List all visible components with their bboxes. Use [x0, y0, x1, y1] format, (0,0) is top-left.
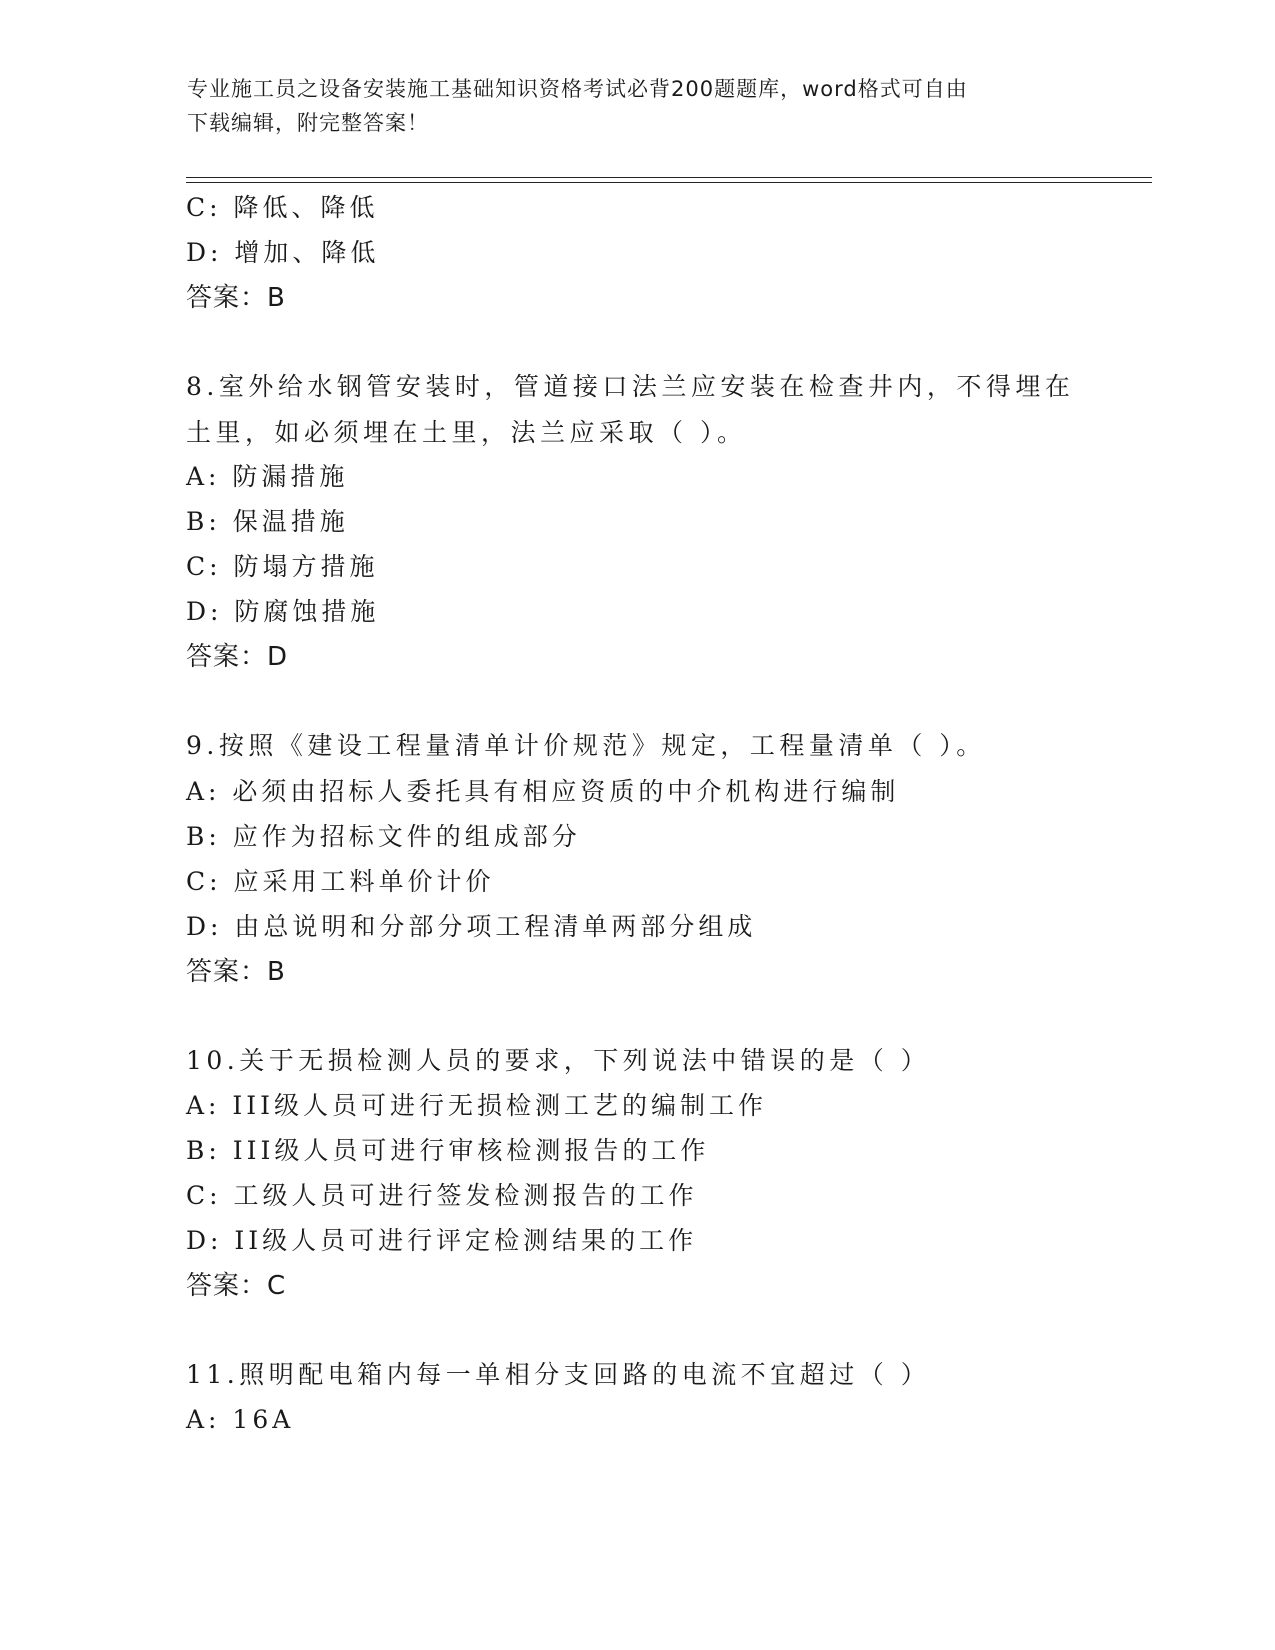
answer-line: 答案：B — [186, 957, 286, 987]
option-line: D: II级人员可进行评定检测结果的工作 — [186, 1226, 698, 1255]
option-line: B: 保温措施 — [186, 507, 349, 536]
header-line-1: 专业施工员之设备安装施工基础知识资格考试必背200题题库，word格式可自由 — [187, 77, 968, 101]
answer-line: 答案：C — [186, 1271, 287, 1301]
header-line-2: 下载编辑，附完整答案！ — [187, 111, 429, 135]
document-header — [187, 72, 1067, 140]
option-line: C: 降低、降低 — [186, 193, 379, 222]
option-line: A: 防漏措施 — [186, 462, 349, 491]
answer-line: 答案：B — [186, 283, 286, 313]
header-rule-bottom — [186, 182, 1152, 183]
option-line: D: 由总说明和分部分项工程清单两部分组成 — [186, 912, 757, 941]
answer-line: 答案：D — [186, 642, 289, 672]
option-line: D: 增加、降低 — [186, 238, 380, 267]
option-line: C: 防塌方措施 — [186, 552, 379, 581]
option-line: A: 16A — [186, 1405, 295, 1434]
question-line: 10.关于无损检测人员的要求，下列说法中错误的是（ ） — [186, 1046, 931, 1075]
question-line: 土里，如必须埋在土里，法兰应采取（ ）。 — [186, 418, 747, 447]
question-line: 8.室外给水钢管安装时，管道接口法兰应安装在检查井内，不得埋在 — [186, 372, 1075, 401]
option-line: B: 应作为招标文件的组成部分 — [186, 822, 581, 851]
option-line: C: 应采用工料单价计价 — [186, 867, 495, 896]
question-line: 9.按照《建设工程量清单计价规范》规定，工程量清单（ ）。 — [186, 731, 986, 760]
option-line: D: 防腐蚀措施 — [186, 597, 380, 626]
option-line: C: 工级人员可进行签发检测报告的工作 — [186, 1181, 698, 1210]
header-rule-top — [186, 177, 1152, 178]
option-line: B: III级人员可进行审核检测报告的工作 — [186, 1136, 710, 1165]
option-line: A: 必须由招标人委托具有相应资质的中介机构进行编制 — [186, 777, 900, 806]
option-line: A: III级人员可进行无损检测工艺的编制工作 — [186, 1091, 768, 1120]
question-line: 11.照明配电箱内每一单相分支回路的电流不宜超过（ ） — [186, 1360, 931, 1389]
